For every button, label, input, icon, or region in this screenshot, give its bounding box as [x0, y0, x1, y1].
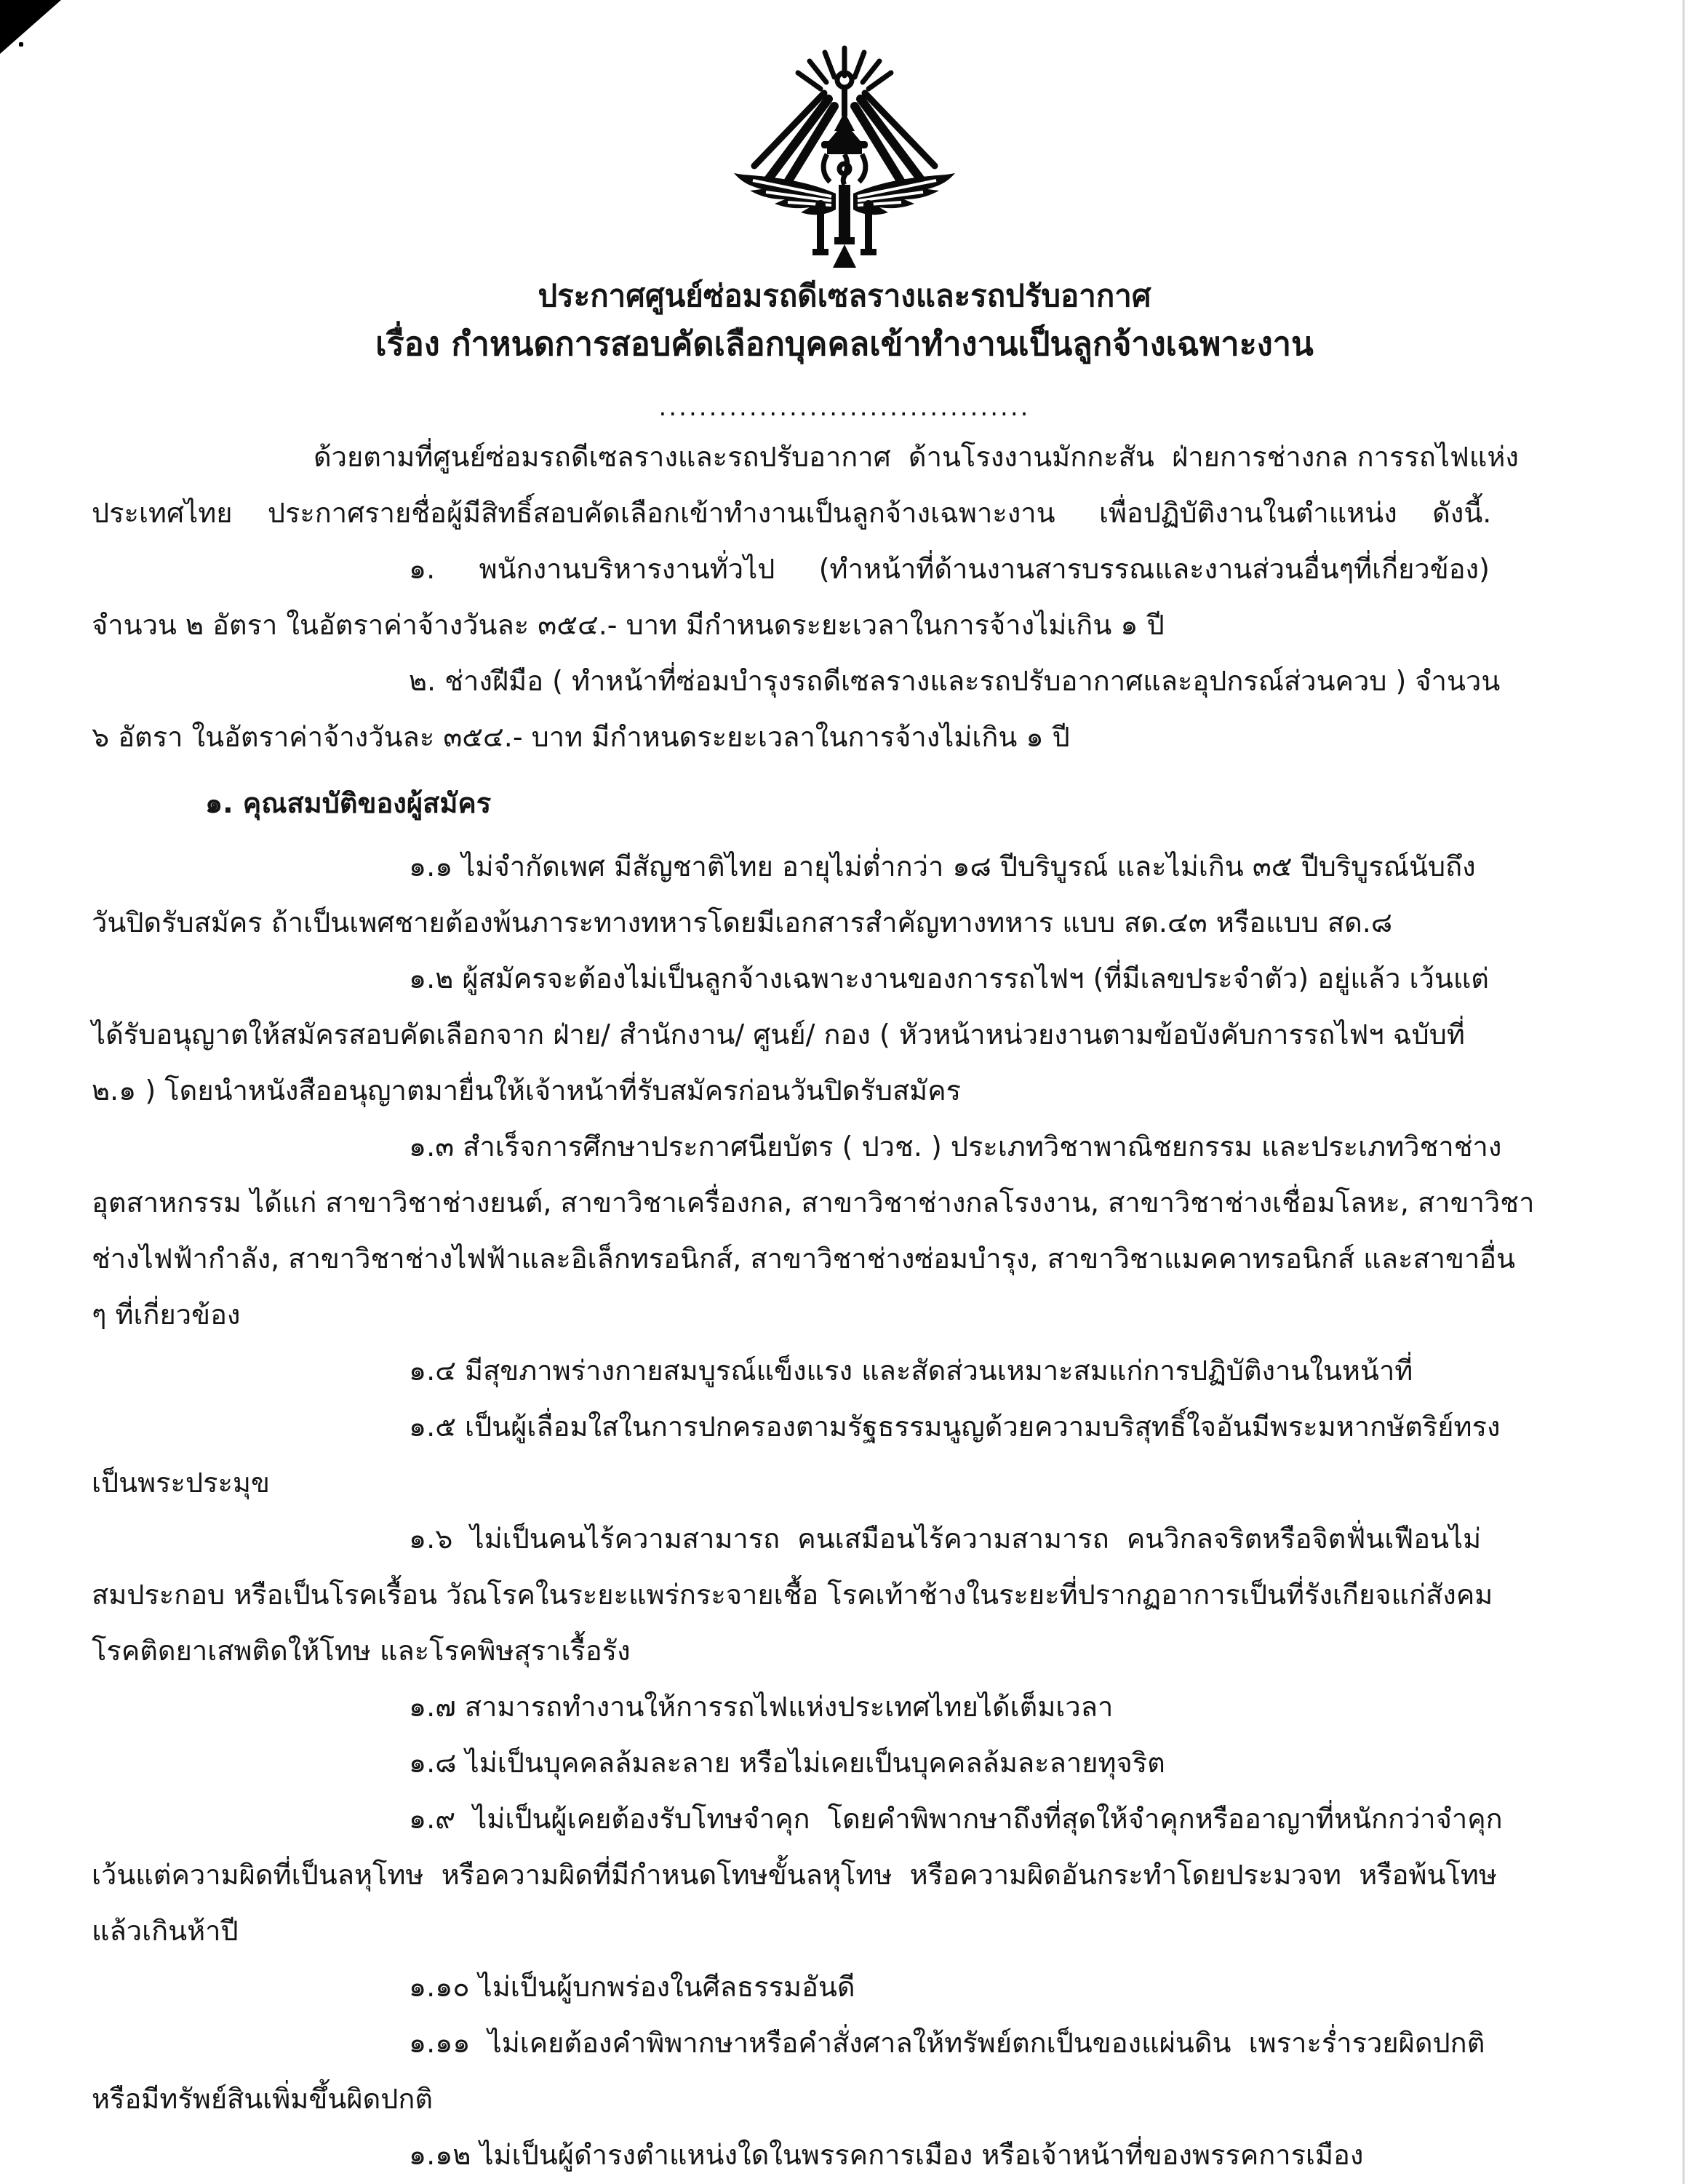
document-line: ๖ อัตรา ในอัตราค่าจ้างวันละ ๓๕๔.- บาท มีกำหนดระยะเวลาในการจ้างไม่เกิน ๑ ปี [92, 721, 1070, 753]
document-line: วันปิดรับสมัคร ถ้าเป็นเพศชายต้องพ้นภาระทางทหารโดยมีเอกสารสำคัญทางทหาร แบบ สด.๔๓ หรือแบบ สด.๘ [92, 906, 1393, 938]
document-line: แล้วเกินห้าปี [92, 1915, 239, 1947]
document-line: ได้รับอนุญาตให้สมัครสอบคัดเลือกจาก ฝ่าย/ สำนักงาน/ ศูนย์/ กอง ( หัวหน้าหน่วยงานตามข้อบังคับการรถไฟฯ ฉบับที่ [92, 1019, 1465, 1051]
document-line: ๑.๑๐ ไม่เป็นผู้บกพร่องในศีลธรรมอันดี [409, 1971, 855, 2003]
railway-winged-wheel-emblem-icon [721, 42, 968, 275]
document-line: อุตสาหกรรม ได้แก่ สาขาวิชาช่างยนต์, สาขาวิชาเครื่องกล, สาขาวิชาช่างกลโรงงาน, สาขาวิชาช่างเชื่อมโลหะ, สาขาวิชา [92, 1187, 1535, 1219]
scan-corner-artifact [0, 0, 61, 54]
document-line: ๑.๓ สำเร็จการศึกษาประกาศนียบัตร ( ปวช. ) ประเภทวิชาพาณิชยกรรม และประเภทวิชาช่าง [409, 1131, 1502, 1163]
document-line: ๑.๗ สามารถทำงานให้การรถไฟแห่งประเทศไทยได้เต็มเวลา [409, 1691, 1114, 1723]
document-line: ๆ ที่เกี่ยวข้อง [92, 1299, 241, 1331]
document-line: ๑.๕ เป็นผู้เลื่อมใสในการปกครองตามรัฐธรรมนูญด้วยความบริสุทธิ์ใจอันมีพระมหากษัตริย์ทรง [409, 1411, 1501, 1443]
document-line: ๑.๖ ไม่เป็นคนไร้ความสามารถ คนเสมือนไร้ความสามารถ คนวิกลจริตหรือจิตฟั่นเฟือนไม่ [409, 1523, 1482, 1555]
document-line: เป็นพระประมุข [92, 1467, 270, 1499]
scan-speck [7, 32, 14, 39]
document-line: เว้นแต่ความผิดที่เป็นลหุโทษ หรือความผิดที่มีกำหนดโทษขั้นลหุโทษ หรือความผิดอันกระทำโดยประมวจท หรือพ้นโทษ [92, 1859, 1498, 1891]
document-line: หรือมีทรัพย์สินเพิ่มขึ้นผิดปกติ [92, 2083, 434, 2115]
document-body [92, 429, 1608, 2183]
document-line: ๑.๙ ไม่เป็นผู้เคยต้องรับโทษจำคุก โดยคำพิพากษาถึงที่สุดให้จำคุกหรืออาญาที่หนักกว่าจำคุก [409, 1803, 1503, 1835]
announcement-subject: เรื่อง กำหนดการสอบคัดเลือกบุคคลเข้าทำงานเป็นลูกจ้างเฉพาะงาน [375, 324, 1314, 363]
scan-speck [19, 42, 23, 47]
section-heading: ๑. คุณสมบัติของผู้สมัคร [205, 787, 492, 819]
document-line: จำนวน ๒ อัตรา ในอัตราค่าจ้างวันละ ๓๕๔.- บาท มีกำหนดระยะเวลาในการจ้างไม่เกิน ๑ ปี [92, 609, 1165, 641]
announcement-title: ประกาศศูนย์ซ่อมรถดีเซลรางและรถปรับอากาศ [538, 278, 1151, 314]
document-line: ๒. ช่างฝีมือ ( ทำหน้าที่ซ่อมบำรุงรถดีเซลรางและรถปรับอากาศและอุปกรณ์ส่วนควบ ) จำนวน [409, 665, 1501, 697]
document-line: ๑.๘ ไม่เป็นบุคคลล้มละลาย หรือไม่เคยเป็นบุคคลล้มละลายทุจริต [409, 1747, 1165, 1779]
document-line: สมประกอบ หรือเป็นโรคเรื้อน วัณโรคในระยะแพร่กระจายเชื้อ โรคเท้าช้างในระยะที่ปรากฏอาการเป็นที่รังเกียจแก่สังคม [92, 1579, 1493, 1611]
document-line: ๑.๑๒ ไม่เป็นผู้ดำรงตำแหน่งใดในพรรคการเมือง หรือเจ้าหน้าที่ของพรรคการเมือง [409, 2139, 1364, 2171]
document-line: ๑.๑๑ ไม่เคยต้องคำพิพากษาหรือคำสั่งศาลให้ทรัพย์ตกเป็นของแผ่นดิน เพราะร่ำรวยผิดปกติ [409, 2027, 1485, 2059]
document-line: โรคติดยาเสพติดให้โทษ และโรคพิษสุราเรื้อรัง [92, 1635, 631, 1667]
document-line: ๑.๒ ผู้สมัครจะต้องไม่เป็นลูกจ้างเฉพาะงานของการรถไฟฯ (ที่มีเลขประจำตัว) อยู่แล้ว เว้นแต่ [409, 963, 1489, 995]
document-line: ๑.๑ ไม่จำกัดเพศ มีสัญชาติไทย อายุไม่ต่ำกว่า ๑๘ ปีบริบูรณ์ และไม่เกิน ๓๕ ปีบริบูรณ์นับถึง [409, 850, 1476, 882]
dotted-separator: ..................................... [658, 393, 1031, 422]
document-line: ช่างไฟฟ้ากำลัง, สาขาวิชาช่างไฟฟ้าและอิเล็กทรอนิกส์, สาขาวิชาช่างซ่อมบำรุง, สาขาวิชาแมคคาทรอนิกส์ และสาขาอื่น [92, 1243, 1516, 1275]
document-line: ๒.๑ ) โดยนำหนังสืออนุญาตมายื่นให้เจ้าหน้าที่รับสมัครก่อนวันปิดรับสมัคร [92, 1075, 962, 1107]
document-line: ด้วยตามที่ศูนย์ซ่อมรถดีเซลรางและรถปรับอากาศ ด้านโรงงานมักกะสัน ฝ่ายการช่างกล การรถไฟแห่ง [314, 441, 1519, 473]
document-line: ๑.๔ มีสุขภาพร่างกายสมบูรณ์แข็งแรง และสัดส่วนเหมาะสมแก่การปฏิบัติงานในหน้าที่ [409, 1355, 1413, 1387]
document-line: ๑. พนักงานบริหารงานทั่วไป (ทำหน้าที่ด้านงานสารบรรณและงานส่วนอื่นๆที่เกี่ยวข้อง) [409, 553, 1490, 585]
document-line: ประเทศไทย ประกาศรายชื่อผู้มีสิทธิ์สอบคัดเลือกเข้าทำงานเป็นลูกจ้างเฉพาะงาน เพื่อปฏิบัติงานในตำแหน่ง ดังนี้. [92, 497, 1492, 529]
